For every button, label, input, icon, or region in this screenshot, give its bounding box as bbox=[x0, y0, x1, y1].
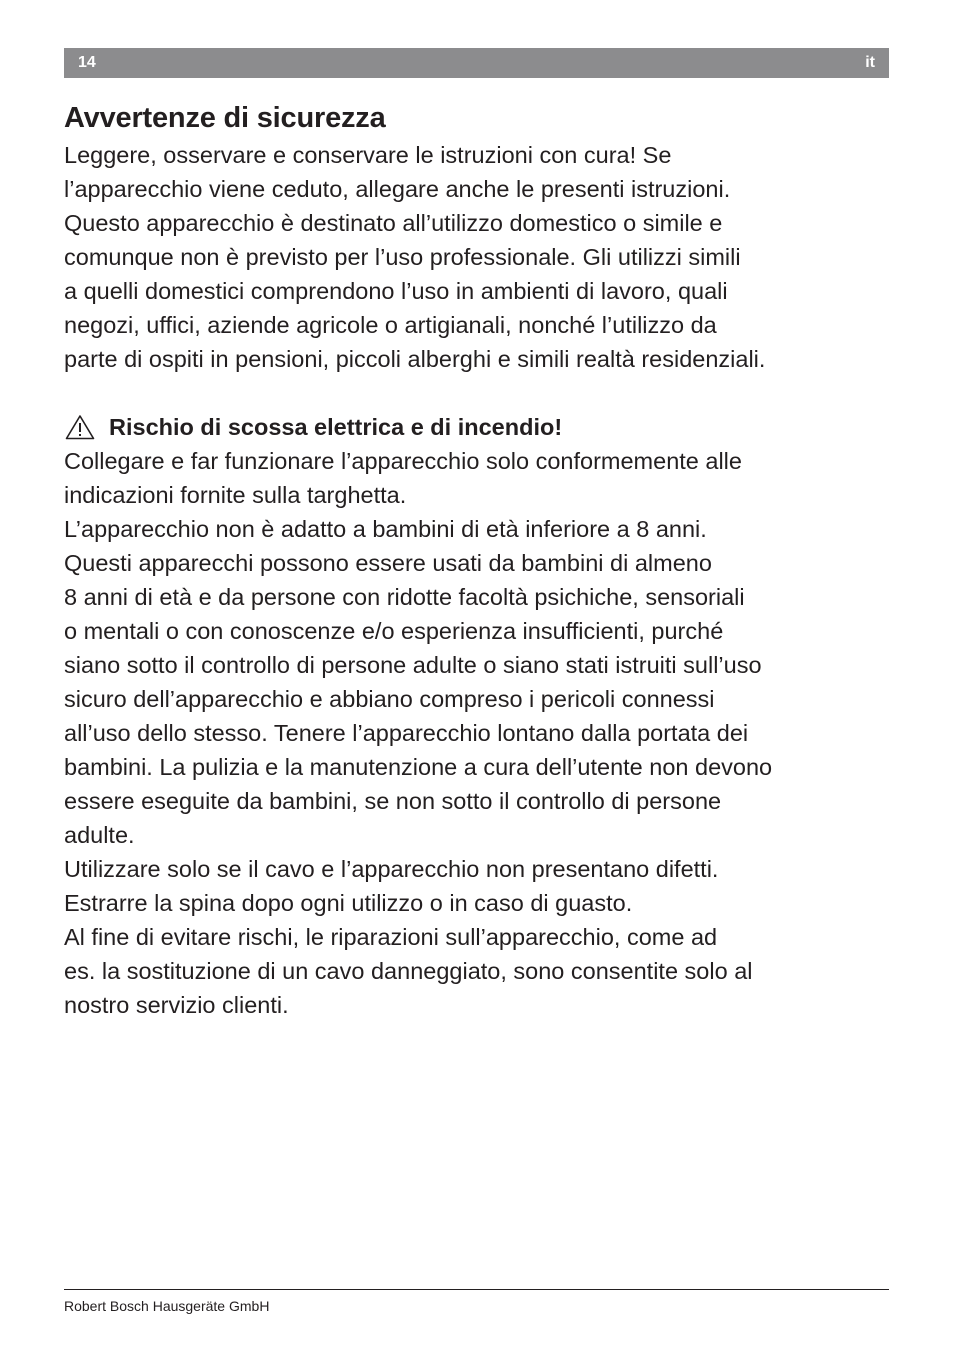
warning-triangle-icon bbox=[65, 414, 95, 440]
warning-paragraph-repairs: Al fine di evitare rischi, le riparazioni sull’apparecchio, come ad es. la sostituzione di un cavo danneggiato, sono consentite solo al nostro servizio clienti. bbox=[64, 924, 753, 1018]
warning-heading-text: Rischio di scossa elettrica e di incendio! bbox=[109, 414, 563, 440]
header-bar bbox=[64, 48, 889, 78]
warning-paragraph-unplug: Estrarre la spina dopo ogni utilizzo o in caso di guasto. bbox=[64, 890, 633, 916]
warning-paragraph-supervision: Questi apparecchi possono essere usati da bambini di almeno 8 anni di età e da persone con ridotte facoltà psichiche, sensoriali o mentali o con conoscenze e/o esperienza insufficienti, purché siano sotto il controllo di persone adulte o siano stati istruiti sull’uso sicuro dell’apparecchio e abbiano compreso i pericoli connessi all’uso dello stesso. Tenere l’apparecchio lontano dalla portata dei bambini. La pulizia e la manutenzione a cura dell’utente non devono essere eseguite da bambini, se non sotto il controllo di persone adulte. bbox=[64, 550, 773, 848]
main-content bbox=[64, 98, 894, 1022]
warning-paragraph-rating-plate: Collegare e far funzionare l’apparecchio solo conformemente alle indicazioni fornite sulla targhetta. bbox=[64, 448, 742, 508]
footer-company: Robert Bosch Hausgeräte GmbH bbox=[64, 1298, 270, 1314]
warning-paragraph-cable-check: Utilizzare solo se il cavo e l’apparecchio non presentano difetti. bbox=[64, 856, 719, 882]
section-title: Avvertenze di sicurezza bbox=[64, 102, 386, 134]
page-number: 14 bbox=[78, 54, 96, 71]
footer-divider bbox=[64, 1289, 889, 1290]
intro-paragraph: Leggere, osservare e conservare le istruzioni con cura! Se l’apparecchio viene ceduto, allegare anche le presenti istruzioni. Questo apparecchio è destinato all’utilizzo domestico o simile e comunque non è previsto per l’uso professionale. Gli utilizzi simili a quelli domestici comprendono l’uso in ambienti di lavoro, quali negozi, uffici, aziende agricole o artigianali, nonché l’utilizzo da parte di ospiti in pensioni, piccoli alberghi e simili realtà residenziali. bbox=[64, 142, 766, 372]
language-code: it bbox=[865, 54, 875, 71]
warning-heading bbox=[64, 410, 894, 444]
warning-paragraph-age-limit: L’apparecchio non è adatto a bambini di età inferiore a 8 anni. bbox=[64, 516, 707, 542]
